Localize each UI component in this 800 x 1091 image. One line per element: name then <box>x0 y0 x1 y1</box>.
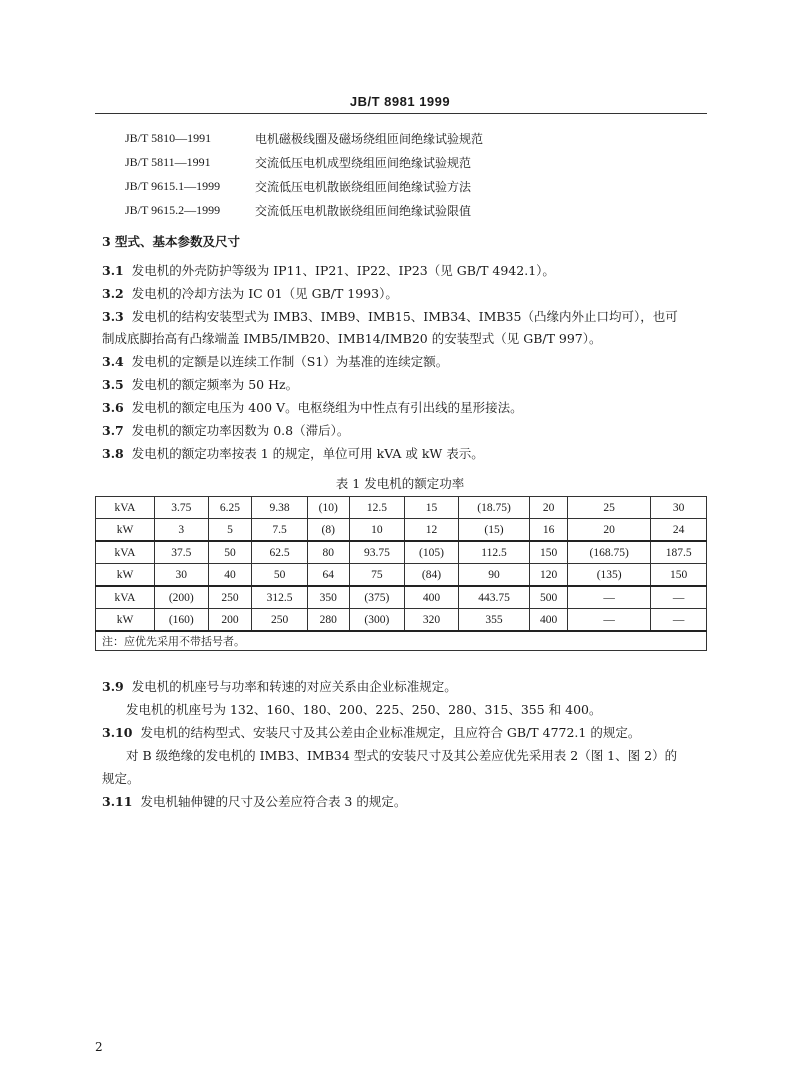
clause-text: 发电机的结构安装型式为 IMB3、IMB9、IMB15、IMB34、IMB35（凸缘内外止口均可），也可 <box>131 309 678 324</box>
table-row-kva <box>96 497 707 519</box>
clause-item <box>102 768 707 790</box>
table-cell: 312.5 <box>252 586 308 609</box>
table-cell: 15 <box>405 497 459 519</box>
unit-cell: kVA <box>96 497 155 519</box>
clause-text: 发电机的机座号与功率和转速的对应关系由企业标准规定。 <box>131 679 457 694</box>
clause-list-2 <box>102 676 707 814</box>
table-cell: 9.38 <box>252 497 308 519</box>
clause-item <box>102 676 707 698</box>
table-cell: (135) <box>567 564 650 587</box>
table-cell: 400 <box>405 586 459 609</box>
clause-continuation: 制成底脚抬高有凸缘端盖 IMB5/IMB20、IMB14/IMB20 的安装型式（见 GB/T 997）。 <box>102 331 602 346</box>
reference-title: 电机磁极线圈及磁场绕组匝间绝缘试验规范 <box>255 131 484 146</box>
table-cell: 10 <box>349 519 405 542</box>
table-cell: 30 <box>155 564 209 587</box>
table-cell: 64 <box>307 564 349 587</box>
table-cell: 443.75 <box>458 586 529 609</box>
reference-item <box>125 150 685 174</box>
clause-number: 3.2 <box>102 286 124 301</box>
clause-text: 发电机的冷却方法为 IC 01（见 GB/T 1993）。 <box>131 286 398 301</box>
page-number: 2 <box>95 1040 103 1054</box>
table-cell: 20 <box>567 519 650 542</box>
table-cell: (168.75) <box>567 541 650 564</box>
header-rule <box>95 113 707 114</box>
unit-cell: kW <box>96 564 155 587</box>
table-cell: 3 <box>155 519 209 542</box>
table-cell: 6.25 <box>208 497 252 519</box>
clause-text: 发电机的额定频率为 50 Hz。 <box>131 377 299 392</box>
table-cell: — <box>567 586 650 609</box>
reference-list <box>125 126 685 222</box>
clause-number: 3.1 <box>102 263 124 278</box>
clause-item <box>102 283 702 305</box>
table-caption: 表 1 发电机的额定功率 <box>335 476 465 491</box>
table-cell: 90 <box>458 564 529 587</box>
table-cell: 50 <box>208 541 252 564</box>
table-row-kva <box>96 586 707 609</box>
table-row-kw <box>96 564 707 587</box>
reference-title: 交流低压电机散嵌绕组匝间绝缘试验方法 <box>255 179 472 194</box>
table-row-kw <box>96 519 707 542</box>
table-cell: 400 <box>530 609 568 632</box>
table-cell: 30 <box>651 497 707 519</box>
table-cell: 250 <box>208 586 252 609</box>
clause-text: 对 B 级绝缘的发电机的 IMB3、IMB34 型式的安装尺寸及其公差应优先采用表 2（图 1、图 2）的 <box>126 748 678 763</box>
clause-text: 发电机的定额是以连续工作制（S1）为基准的连续定额。 <box>131 354 449 369</box>
table-cell: 7.5 <box>252 519 308 542</box>
clause-number: 3.3 <box>102 309 124 324</box>
table-cell: 75 <box>349 564 405 587</box>
table-cell: 200 <box>208 609 252 632</box>
table-cell: 37.5 <box>155 541 209 564</box>
reference-item <box>125 126 685 150</box>
clause-text: 发电机的机座号为 132、160、180、200、225、250、280、315、355 和 400。 <box>126 702 602 717</box>
reference-title: 交流低压电机散嵌绕组匝间绝缘试验限值 <box>255 203 472 218</box>
table-cell: 280 <box>307 609 349 632</box>
reference-title: 交流低压电机成型绕组匝间绝缘试验规范 <box>255 155 472 170</box>
clause-number: 3.11 <box>102 794 133 809</box>
table-note: 注：应优先采用不带括号者。 <box>96 631 707 651</box>
table-cell: 320 <box>405 609 459 632</box>
table-cell: (200) <box>155 586 209 609</box>
table-row-kw <box>96 609 707 632</box>
table-cell: (300) <box>349 609 405 632</box>
unit-cell: kW <box>96 519 155 542</box>
reference-item <box>125 174 685 198</box>
unit-cell: kVA <box>96 586 155 609</box>
table-cell: 500 <box>530 586 568 609</box>
table-cell: — <box>651 609 707 632</box>
table-cell: 40 <box>208 564 252 587</box>
table-cell: 120 <box>530 564 568 587</box>
rated-power-table <box>95 496 707 651</box>
table-cell: 150 <box>651 564 707 587</box>
table-cell: (84) <box>405 564 459 587</box>
table-cell: 5 <box>208 519 252 542</box>
table-cell: 20 <box>530 497 568 519</box>
table-cell: — <box>651 586 707 609</box>
clause-item <box>102 722 707 744</box>
reference-code: JB/T 5810—1991 <box>125 130 212 145</box>
table-cell: 355 <box>458 609 529 632</box>
clause-number: 3.5 <box>102 377 124 392</box>
clause-item <box>102 351 702 373</box>
unit-cell: kW <box>96 609 155 632</box>
clause-item <box>102 699 707 721</box>
table-cell: (160) <box>155 609 209 632</box>
clause-text: 发电机的结构型式、安装尺寸及其公差由企业标准规定，且应符合 GB/T 4772.1 的规定。 <box>140 725 641 740</box>
reference-code: JB/T 9615.2—1999 <box>125 202 221 217</box>
table-note-row <box>96 631 707 651</box>
table-cell: (10) <box>307 497 349 519</box>
table-cell: — <box>567 609 650 632</box>
unit-cell: kVA <box>96 541 155 564</box>
table-cell: (18.75) <box>458 497 529 519</box>
table-cell: 80 <box>307 541 349 564</box>
table-cell: 112.5 <box>458 541 529 564</box>
reference-code: JB/T 5811—1991 <box>125 154 211 169</box>
clause-text: 发电机的额定电压为 400 V。电枢绕组为中性点有引出线的星形接法。 <box>131 400 523 415</box>
table-cell: 250 <box>252 609 308 632</box>
clause-item <box>102 420 702 442</box>
clause-text: 发电机的外壳防护等级为 IP11、IP21、IP22、IP23（见 GB/T 4942.1）。 <box>131 263 555 278</box>
clause-item <box>102 791 707 813</box>
table-cell: (105) <box>405 541 459 564</box>
table-cell: 350 <box>307 586 349 609</box>
clause-number: 3.9 <box>102 679 124 694</box>
table-cell: 12.5 <box>349 497 405 519</box>
table-row-kva <box>96 541 707 564</box>
clause-item <box>102 306 702 350</box>
clause-text: 发电机的额定功率因数为 0.8（滞后）。 <box>131 423 350 438</box>
table-cell: 62.5 <box>252 541 308 564</box>
clause-item <box>102 374 702 396</box>
clause-item <box>102 397 702 419</box>
table-cell: (375) <box>349 586 405 609</box>
reference-code: JB/T 9615.1—1999 <box>125 178 221 193</box>
table-cell: (15) <box>458 519 529 542</box>
clause-item <box>102 745 707 767</box>
clause-text: 发电机的额定功率按表 1 的规定，单位可用 kVA 或 kW 表示。 <box>131 446 484 461</box>
reference-item <box>125 198 685 222</box>
clause-text: 规定。 <box>102 771 140 786</box>
section-heading: 3 型式、基本参数及尺寸 <box>102 234 241 249</box>
clause-item <box>102 443 702 465</box>
clause-number: 3.10 <box>102 725 133 740</box>
table-cell: 25 <box>567 497 650 519</box>
standard-header: JB/T 8981 1999 <box>349 94 451 109</box>
clause-item <box>102 260 702 282</box>
clause-number: 3.4 <box>102 354 124 369</box>
table-cell: 50 <box>252 564 308 587</box>
table-cell: 16 <box>530 519 568 542</box>
clause-number: 3.8 <box>102 446 124 461</box>
table-cell: (8) <box>307 519 349 542</box>
clause-number: 3.6 <box>102 400 124 415</box>
table-cell: 93.75 <box>349 541 405 564</box>
table-cell: 150 <box>530 541 568 564</box>
table-cell: 187.5 <box>651 541 707 564</box>
table-cell: 12 <box>405 519 459 542</box>
clause-number: 3.7 <box>102 423 124 438</box>
table-cell: 24 <box>651 519 707 542</box>
table-cell: 3.75 <box>155 497 209 519</box>
clause-list <box>102 260 702 466</box>
clause-text: 发电机轴伸键的尺寸及公差应符合表 3 的规定。 <box>140 794 407 809</box>
